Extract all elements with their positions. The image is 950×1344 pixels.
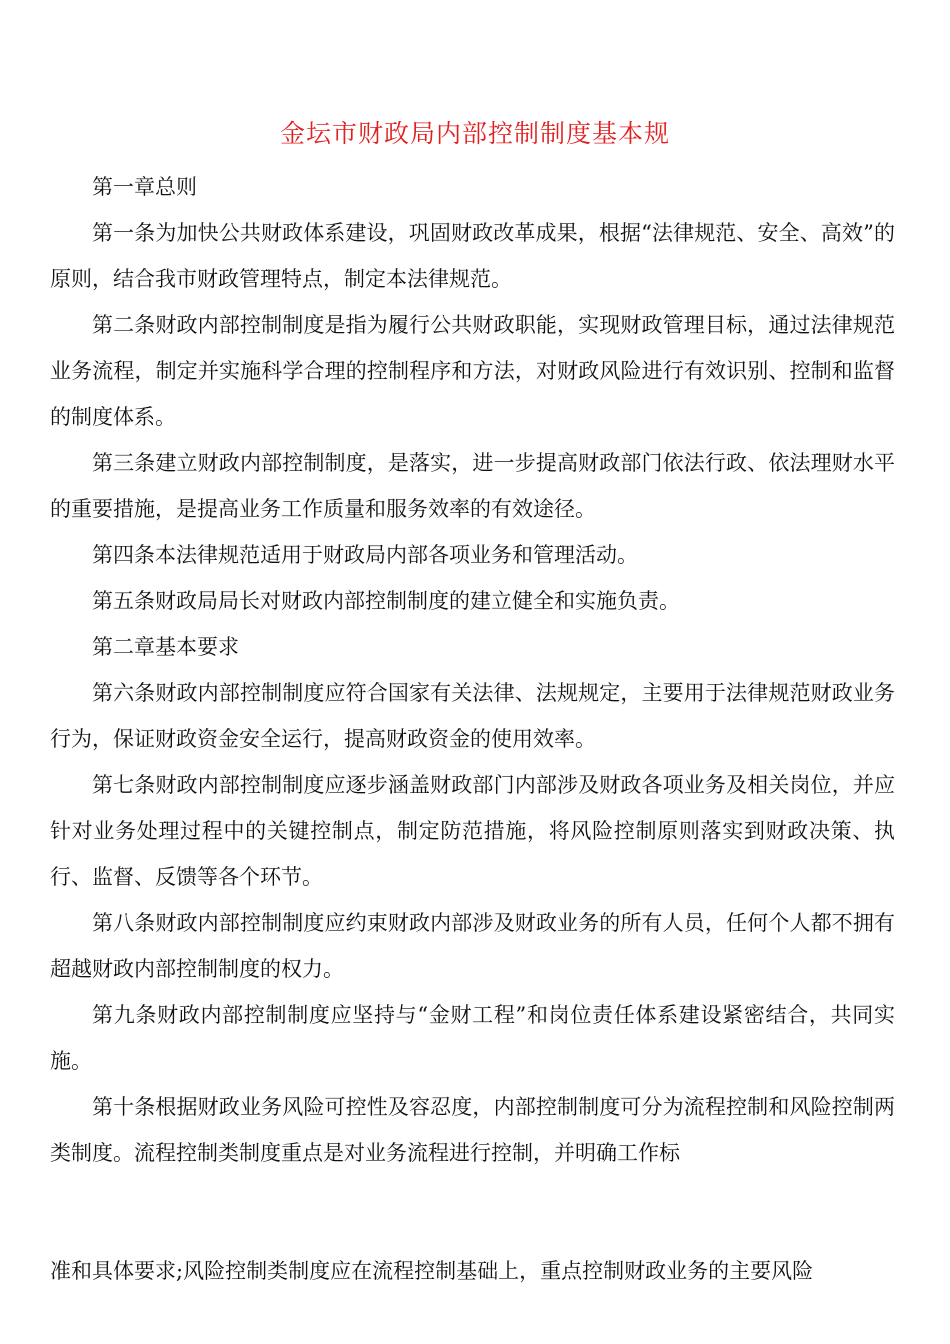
chapter-heading: 第一章总则 <box>92 175 197 199</box>
paragraph: 第八条财政内部控制制度应约束财政内部涉及财政业务的所有人员，任何个人都不拥有超越财政内部控制制度的权力。 <box>50 911 895 981</box>
paragraph: 第九条财政内部控制制度应坚持与“金财工程”和岗位责任体系建设紧密结合，共同实施。 <box>50 1003 895 1073</box>
paragraph: 第四条本法律规范适用于财政局内部各项业务和管理活动。 <box>92 543 638 567</box>
paragraph: 第三条建立财政内部控制制度，是落实，进一步提高财政部门依法行政、依法理财水平的重要措施，是提高业务工作质量和服务效率的有效途径。 <box>50 451 895 521</box>
paragraph: 第七条财政内部控制制度应逐步涵盖财政部门内部涉及财政各项业务及相关岗位，并应针对业务处理过程中的关键控制点，制定防范措施，将风险控制原则落实到财政决策、执行、监督、反馈等各个环节。 <box>50 773 895 889</box>
continuation-block <box>50 1248 895 1294</box>
continuation-line: 准和具体要求;风险控制类制度应在流程控制基础上，重点控制财政业务的主要风险 <box>50 1259 814 1283</box>
document-body <box>50 164 895 1176</box>
document-title: 金坛市财政局内部控制制度基本规 <box>279 119 670 148</box>
chapter-heading: 第二章基本要求 <box>92 635 239 659</box>
paragraph: 第十条根据财政业务风险可控性及容忍度，内部控制制度可分为流程控制和风险控制两类制度。流程控制类制度重点是对业务流程进行控制，并明确工作标 <box>50 1095 895 1165</box>
paragraph: 第五条财政局局长对财政内部控制制度的建立健全和实施负责。 <box>92 589 680 613</box>
paragraph: 第二条财政内部控制制度是指为履行公共财政职能，实现财政管理目标，通过法律规范业务流程，制定并实施科学合理的控制程序和方法，对财政风险进行有效识别、控制和监督的制度体系。 <box>50 313 895 429</box>
paragraph: 第六条财政内部控制制度应符合国家有关法律、法规规定，主要用于法律规范财政业务行为，保证财政资金安全运行，提高财政资金的使用效率。 <box>50 681 895 751</box>
paragraph: 第一条为加快公共财政体系建设，巩固财政改革成果，根据“法律规范、安全、高效”的原则，结合我市财政管理特点，制定本法律规范。 <box>50 221 895 291</box>
